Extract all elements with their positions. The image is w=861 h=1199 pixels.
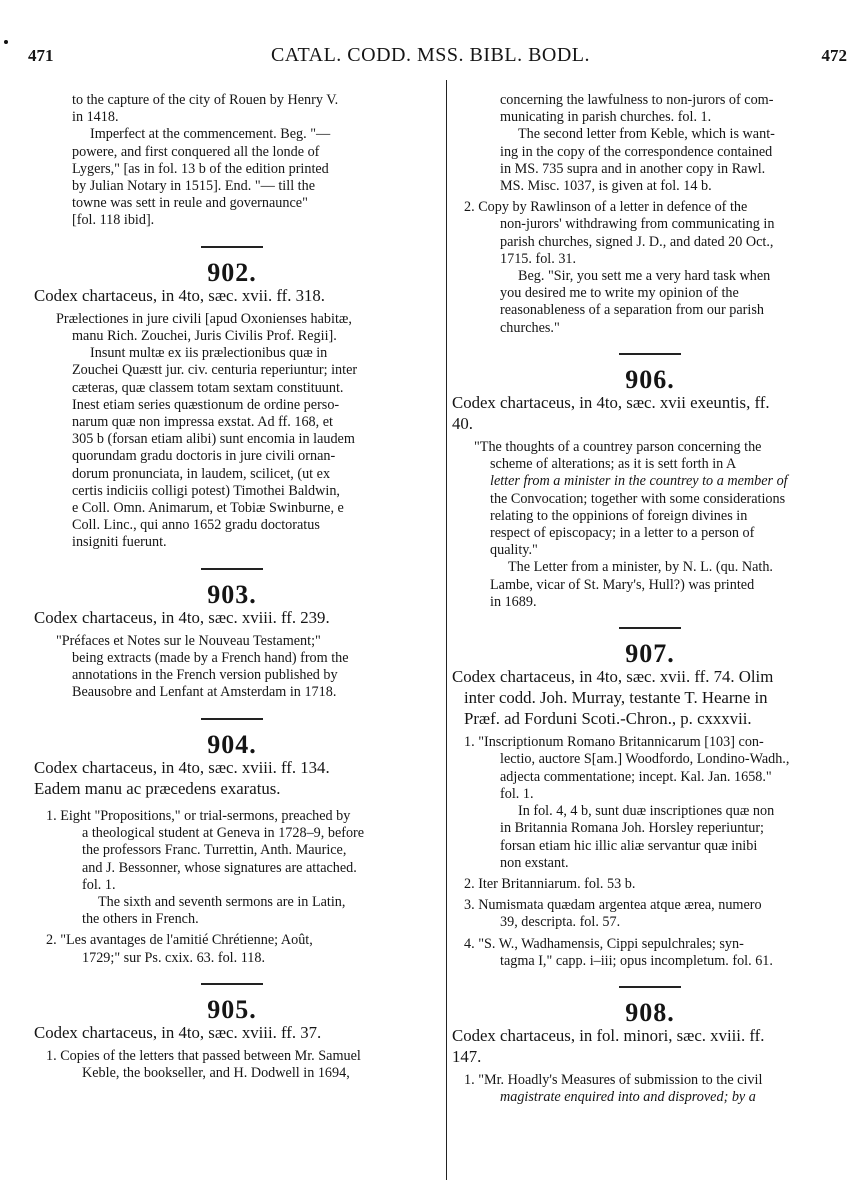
text-line: Zouchei Quæstt jur. civ. centuria reperiuntur; inter xyxy=(72,362,358,379)
list-item: 2. "Les avantages de l'amitié Chrétienne; Août, xyxy=(46,932,313,949)
text-line: [fol. 118 ibid]. xyxy=(72,212,155,229)
text-line: powere, and first conquered all the londe of xyxy=(72,143,320,160)
text-line: The sixth and seventh sermons are in Latin, xyxy=(98,893,346,910)
list-item: 4. "S. W., Wadhamensis, Cippi sepulchrales; syn- xyxy=(464,935,744,952)
text-line: Beausobre and Lenfant at Amsterdam in 1718. xyxy=(72,684,337,701)
text-line: Coll. Linc., qui anno 1652 gradu doctoratus xyxy=(72,517,320,534)
codex-description: Codex chartaceus, in fol. minori, sæc. xviii. ff. xyxy=(452,1026,765,1046)
continued-entry xyxy=(452,92,848,195)
text-line: "The thoughts of a countrey parson concerning the xyxy=(474,439,762,456)
text-line: 1729;" sur Ps. cxix. 63. fol. 118. xyxy=(82,949,266,966)
text-line: scheme of alterations; as it is sett forth in A xyxy=(490,456,737,473)
section-separator xyxy=(201,246,263,248)
text-line: and J. Bessonner, whose signatures are attached. xyxy=(82,859,357,876)
text-line: Lambe, vicar of St. Mary's, Hull?) was printed xyxy=(490,576,755,593)
text-line: quality." xyxy=(490,542,538,559)
text-line: Keble, the bookseller, and H. Dodwell in 1694, xyxy=(82,1065,350,1082)
codex-description: Codex chartaceus, in 4to, sæc. xvii. ff. 74. Olim xyxy=(452,667,774,687)
text-line: dorum pronunciata, in laudem, scilicet, (ut ex xyxy=(72,465,331,482)
running-title: CATAL. CODD. MSS. BIBL. BODL. xyxy=(270,44,591,66)
entry-number: 906. xyxy=(625,364,675,394)
text-line: Lygers," [as in fol. 13 b of the edition printed xyxy=(72,160,329,177)
codex-description: Codex chartaceus, in 4to, sæc. xvii. ff. 318. xyxy=(34,285,325,305)
text-line: in 1418. xyxy=(72,109,119,126)
text-line: fol. 1. xyxy=(82,876,116,893)
text-line: MS. Misc. 1037, is given at fol. 14 b. xyxy=(500,178,712,195)
list-item: 1. Copies of the letters that passed between Mr. Samuel xyxy=(46,1047,361,1064)
text-line: in 1689. xyxy=(490,593,537,610)
text-line: 1715. fol. 31. xyxy=(500,250,577,267)
list-item: 1. "Inscriptionum Romano Britannicarum [103] con- xyxy=(464,734,764,751)
text-line: by Julian Notary in 1515]. End. "— till the xyxy=(72,178,316,195)
entry-904 xyxy=(34,729,430,967)
text-line: forsan etiam hic illic aliæ servantur quæ inibi xyxy=(500,837,758,854)
text-line: concerning the lawfulness to non-jurors of com- xyxy=(500,92,774,108)
text-line: non exstant. xyxy=(500,854,569,871)
entry-907 xyxy=(452,639,848,970)
text-line: insigniti fuerunt. xyxy=(72,534,167,551)
codex-description-3: Præf. ad Forduni Scoti.-Chron., p. cxxxvii. xyxy=(464,709,752,729)
section-separator xyxy=(201,718,263,720)
text-line: parish churches, signed J. D., and dated 20 Oct., xyxy=(500,233,774,250)
text-line: lectio, auctore S[am.] Woodfordo, Londino-Wadh., xyxy=(500,751,790,768)
text-line: the others in French. xyxy=(82,911,199,928)
text-line: relating to the oppinions of foreign divines in xyxy=(490,507,748,524)
list-item: 1. "Mr. Hoadly's Measures of submission to the civil xyxy=(464,1072,763,1089)
right-column xyxy=(452,92,848,1107)
page-number-left: 471 xyxy=(28,46,54,65)
entry-number: 904. xyxy=(207,729,257,759)
entry-number: 908. xyxy=(625,997,675,1027)
text-line: The Letter from a minister, by N. L. (qu. Nath. xyxy=(508,559,773,576)
text-line: quorundam gradu doctoris in jure civili ornan- xyxy=(72,448,336,465)
entry-908 xyxy=(452,997,848,1107)
section-separator xyxy=(619,627,681,629)
entry-902 xyxy=(34,257,430,552)
text-line: "Préfaces et Notes sur le Nouveau Testament;" xyxy=(56,632,321,649)
text-line: you desired me to write my opinion of the xyxy=(500,285,739,302)
entry-number: 902. xyxy=(207,257,257,287)
text-line: tagma I," capp. i–iii; opus incompletum. fol. 61. xyxy=(500,952,773,969)
text-line: the professors Franc. Turrettin, Anth. Maurice, xyxy=(82,842,347,859)
text-line: a theological student at Geneva in 1728–9, before xyxy=(82,825,365,842)
text-line: being extracts (made by a French hand) from the xyxy=(72,650,349,667)
text-line: Insunt multæ ex iis prælectionibus quæ in xyxy=(90,345,328,362)
entry-903 xyxy=(34,579,430,702)
section-separator xyxy=(201,983,263,985)
text-line: churches." xyxy=(500,319,560,336)
column-divider xyxy=(446,80,447,1180)
text-line: towne was sett in reule and governaunce" xyxy=(72,195,308,212)
page-header xyxy=(0,46,861,74)
text-line: magistrate enquired into and disproved; by a xyxy=(500,1089,756,1106)
entry-number: 905. xyxy=(207,994,257,1024)
text-line: The second letter from Keble, which is want- xyxy=(518,126,775,143)
codex-description-2: Eadem manu ac præcedens exaratus. xyxy=(34,778,281,798)
codex-description: Codex chartaceus, in 4to, sæc. xviii. ff. 37. xyxy=(34,1022,322,1042)
text-line: in Britannia Romana Joh. Horsley reperiuntur; xyxy=(500,820,764,837)
text-line: cæteras, quæ classem totam sextam constituunt. xyxy=(72,379,344,396)
text-line: Imperfect at the commencement. Beg. "— xyxy=(90,126,331,143)
text-line: to the capture of the city of Rouen by Henry V. xyxy=(72,92,339,108)
text-line: adjecta commentatione; incept. Kal. Jan. 1658." xyxy=(500,768,772,785)
text-line: Prælectiones in jure civili [apud Oxonienses habitæ, xyxy=(56,310,352,327)
text-line: letter from a minister in the countrey to a member of xyxy=(490,473,788,490)
text-line: ing in the copy of the correspondence contained xyxy=(500,143,773,160)
codex-description-2: 147. xyxy=(452,1047,482,1067)
section-separator xyxy=(619,353,681,355)
codex-description: Codex chartaceus, in 4to, sæc. xviii. ff. 134. xyxy=(34,757,330,777)
text-line: In fol. 4, 4 b, sunt duæ inscriptiones quæ non xyxy=(518,803,775,820)
section-separator xyxy=(619,986,681,988)
text-line: 305 b (forsan etiam alibi) sunt encomia in laudem xyxy=(72,431,355,448)
codex-description-2: inter codd. Joh. Murray, testante T. Hearne in xyxy=(464,688,768,708)
entry-number: 903. xyxy=(207,579,257,609)
list-item: 1. Eight "Propositions," or trial-sermons, preached by xyxy=(46,807,351,824)
entry-906 xyxy=(452,364,848,611)
text-line: manu Rich. Zouchei, Juris Civilis Prof. Regii]. xyxy=(72,328,337,345)
text-line: narum quæ non impressa exstat. Ad ff. 168, et xyxy=(72,414,333,431)
list-item: 3. Numismata quædam argentea atque æreа, numero xyxy=(464,897,762,914)
section-separator xyxy=(201,568,263,570)
text-line: e Coll. Omn. Animarum, et Tobiæ Swinburne, e xyxy=(72,500,344,517)
list-item: 2. Copy by Rawlinson of a letter in defence of the xyxy=(464,199,748,216)
text-line: certis indiciis colligi potest) Timothei Baldwin, xyxy=(72,482,340,499)
text-line: annotations in the French version published by xyxy=(72,667,338,684)
page-number-right: 472 xyxy=(821,46,847,65)
text-line: municating in parish churches. fol. 1. xyxy=(500,109,712,126)
text-line: 39, descripta. fol. 57. xyxy=(500,914,621,931)
text-line: Inest etiam series quæstionum de ordine perso- xyxy=(72,396,340,413)
text-line: the Convocation; together with some considerations xyxy=(490,490,786,507)
text-line: Beg. "Sir, you sett me a very hard task when xyxy=(518,268,771,285)
entry-number: 907. xyxy=(625,639,675,669)
continued-entry xyxy=(34,92,430,230)
text-line: non-jurors' withdrawing from communicating in xyxy=(500,216,775,233)
text-line: in MS. 735 supra and in another copy in Rawl. xyxy=(500,160,766,177)
left-column xyxy=(34,92,430,1082)
codex-description: Codex chartaceus, in 4to, sæc. xvii exeuntis, ff. xyxy=(452,393,770,413)
entry-905 xyxy=(34,994,430,1083)
text-line: fol. 1. xyxy=(500,785,534,802)
codex-description-2: 40. xyxy=(452,414,473,434)
codex-description: Codex chartaceus, in 4to, sæc. xviii. ff. 239. xyxy=(34,607,330,627)
text-line: reasonableness of a separation from our parish xyxy=(500,302,764,319)
text-line: respect of episcopacy; in a letter to a person of xyxy=(490,525,755,542)
list-item: 2. Iter Britanniarum. fol. 53 b. xyxy=(464,875,636,892)
